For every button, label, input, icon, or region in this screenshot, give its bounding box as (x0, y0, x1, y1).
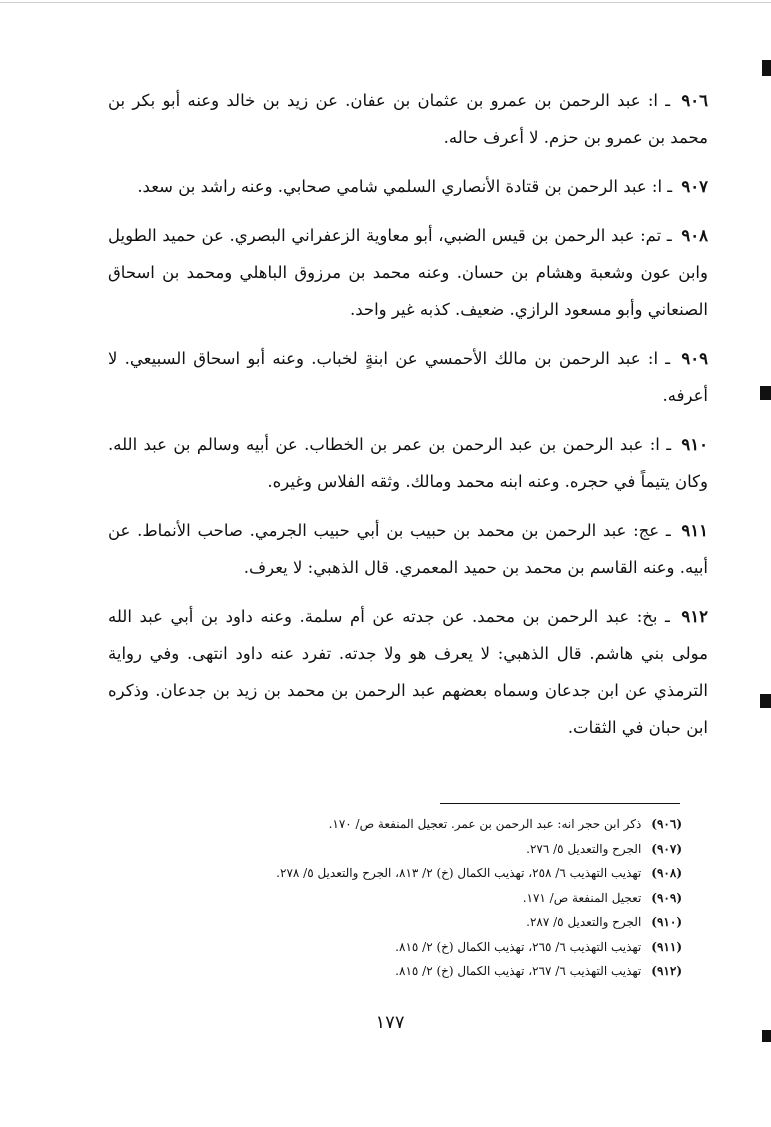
entry-number: ٩١٢ (681, 607, 708, 626)
entry-number: ٩٠٦ (681, 91, 708, 110)
footnote-text: ذكر ابن حجر انه: عبد الرحمن بن عمر. تعجيل المنفعة ص/ ١٧٠. (328, 817, 642, 831)
footnote-number: (٩٠٨) (651, 866, 682, 880)
entry-text: ـ تم: عبد الرحمن بن قيس الضبي، أبو معاوية الزعفراني البصري. عن حميد الطويل وابن عون وشعبة وهشام بن حسان. وعنه محمد بن مرزوق الباهلي ومحمد بن اسحاق الصنعاني وأبو مسعود الرازي. ضعيف. كذبه غير واحد. (108, 226, 708, 319)
footnote-text: الجرح والتعديل ٥/ ٢٨٧. (526, 915, 642, 929)
entry-text: ـ ا: عبد الرحمن بن مالك الأحمسي عن ابنةٍ لخباب. وعنه أبو اسحاق السبيعي. لا أعرفه. (108, 349, 708, 405)
edge-mark-middle (760, 386, 771, 400)
entry-911 (108, 512, 708, 586)
footnote-number: (٩٠٦) (651, 817, 682, 831)
page-top-border (0, 2, 771, 3)
footnote (120, 886, 682, 911)
footnote-number: (٩٠٩) (651, 890, 682, 905)
footnote (120, 959, 682, 984)
footnote (120, 910, 682, 935)
footnotes (120, 812, 682, 984)
footnote-text: تهذيب التهذيب ٦/ ٢٦٧، تهذيب الكمال (خ) ٢/ ٨١٥. (395, 964, 642, 978)
entry-909 (108, 340, 708, 414)
entry-907 (108, 168, 708, 205)
footnote (120, 812, 682, 837)
entry-number: ٩١١ (681, 521, 708, 540)
entry-text: ـ ا: عبد الرحمن بن عمرو بن عثمان بن عفان. عن زيد بن خالد وعنه أبو بكر بن محمد بن عمرو بن حزم. لا أعرف حاله. (108, 91, 708, 147)
entry-910 (108, 426, 708, 500)
footnote (120, 861, 682, 886)
entry-908 (108, 217, 708, 328)
entry-912 (108, 598, 708, 746)
entry-number: ٩٠٧ (681, 177, 708, 196)
footnote-text: تعجيل المنفعة ص/ ١٧١. (522, 890, 642, 905)
footnote-separator (440, 803, 680, 804)
footnote-number: (٩٠٧) (651, 841, 682, 856)
entry-number: ٩٠٨ (681, 226, 708, 245)
footnote (120, 837, 682, 862)
entry-number: ٩١٠ (681, 435, 708, 454)
footnote-number: (٩١٢) (651, 964, 682, 978)
edge-mark-bottom (762, 1030, 771, 1042)
edge-mark-lower (760, 694, 771, 708)
footnote (120, 935, 682, 960)
entry-906 (108, 82, 708, 156)
entry-text: ـ ا: عبد الرحمن بن عبد الرحمن بن عمر بن الخطاب. عن أبيه وسالم بن عبد الله. وكان يتيماً في حجره. وعنه ابنه محمد ومالك. وثقه الفلاس وغيره. (108, 435, 708, 491)
entry-text: ـ عج: عبد الرحمن بن محمد بن حبيب بن أبي حبيب الجرمي. صاحب الأنماط. عن أبيه. وعنه القاسم بن محمد بن حميد المعمري. قال الذهبي: لا يعرف. (108, 521, 708, 577)
entry-text: ـ بخ: عبد الرحمن بن محمد. عن جدته عن أم سلمة. وعنه داود بن أبي عبد الله مولى بني هاشم. قال الذهبي: لا يعرف هو ولا جدته. تفرد عنه داود انتهى. وفي رواية الترمذي عن ابن جدعان وسماه بعضهم عبد الرحمن بن محمد بن زيد بن جدعان. وذكره ابن حبان في الثقات. (108, 607, 708, 737)
entry-text: ـ ا: عبد الرحمن بن قتادة الأنصاري السلمي شامي صحابي. وعنه راشد بن سعد. (137, 177, 673, 196)
biography-entries (108, 82, 708, 758)
edge-mark-top (762, 60, 771, 76)
entry-number: ٩٠٩ (681, 349, 708, 368)
footnote-number: (٩١١) (651, 939, 682, 954)
footnote-number: (٩١٠) (651, 915, 682, 929)
page-number: ١٧٧ (375, 1012, 405, 1033)
footnote-text: تهذيب التهذيب ٦/ ٢٦٥، تهذيب الكمال (خ) ٢/ ٨١٥. (395, 939, 642, 954)
footnote-text: تهذيب التهذيب ٦/ ٢٥٨، تهذيب الكمال (خ) ٢/ ٨١٣، الجرح والتعديل ٥/ ٢٧٨. (276, 866, 642, 880)
footnote-text: الجرح والتعديل ٥/ ٢٧٦. (526, 841, 642, 856)
